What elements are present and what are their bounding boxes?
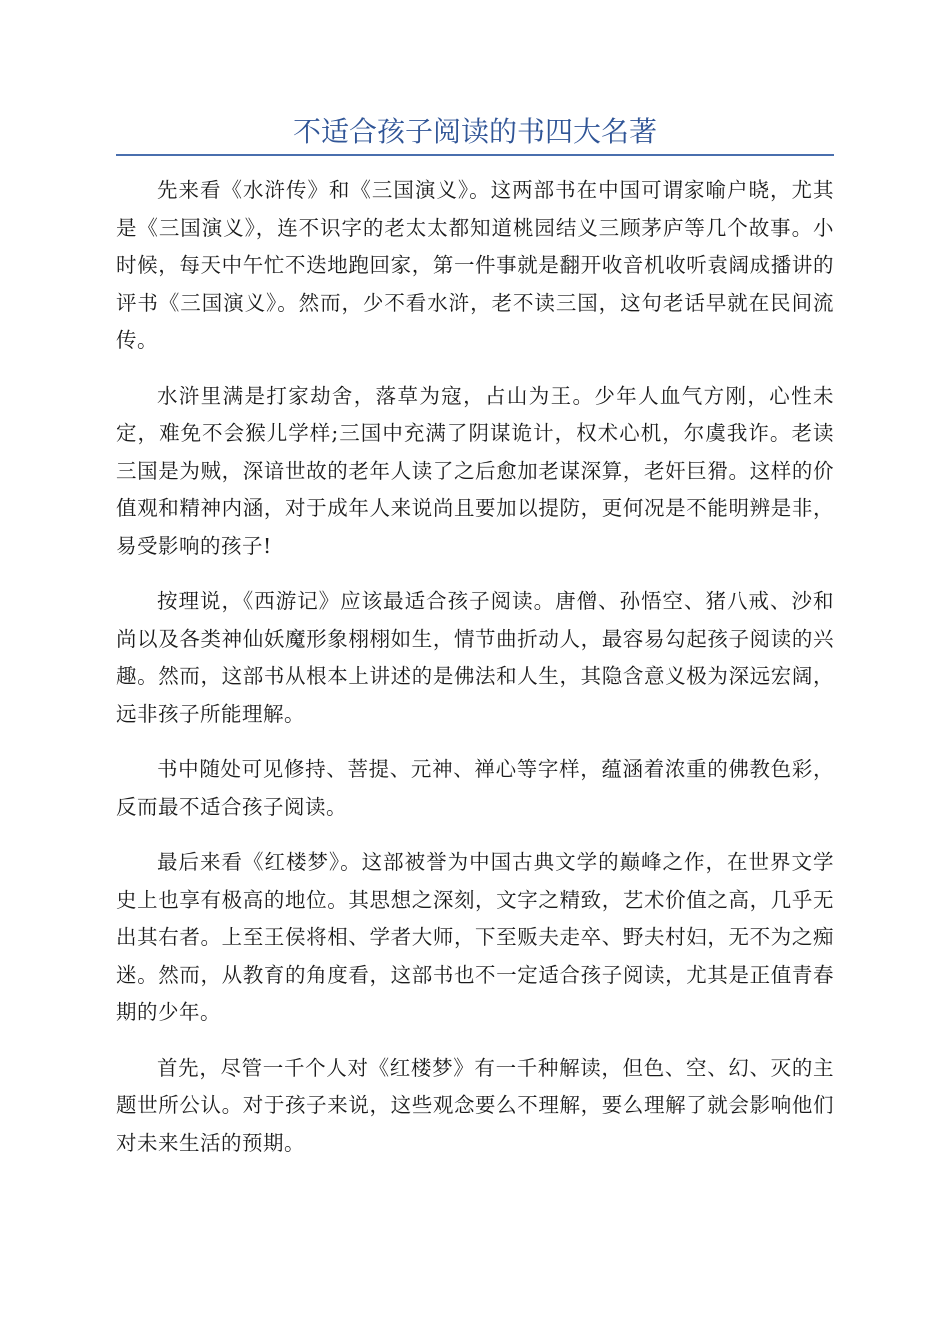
paragraph-6: 首先，尽管一千个人对《红楼梦》有一千种解读，但色、空、幻、灭的主题世所公认。对于孩子来说，这些观念要么不理解，要么理解了就会影响他们对未来生活的预期。 [116,1055,834,1155]
paragraph-4: 书中随处可见修持、菩提、元神、禅心等字样，蕴涵着浓重的佛教色彩，反而最不适合孩子阅读。 [116,757,834,819]
paragraph-1: 先来看《水浒传》和《三国演义》。这两部书在中国可谓家喻户晓，尤其是《三国演义》，连不识字的老太太都知道桃园结义三顾茅庐等几个故事。小时候，每天中午忙不迭地跑回家，第一件事就是翻开收音机收听袁阔成播讲的评书《三国演义》。然而，少不看水浒，老不读三国，这句老话早就在民间流传。 [116,178,834,352]
paragraph-2: 水浒里满是打家劫舍，落草为寇，占山为王。少年人血气方刚，心性未定，难免不会猴儿学样;三国中充满了阴谋诡计，权术心机，尔虞我诈。老读三国是为贼，深谙世故的老年人读了之后愈加老谋深算，老奸巨猾。这样的价值观和精神内涵，对于成年人来说尚且要加以提防，更何况是不能明辨是非，易受影响的孩子! [116,383,834,558]
paragraph-3: 按理说，《西游记》应该最适合孩子阅读。唐僧、孙悟空、猪八戒、沙和尚以及各类神仙妖魔形象栩栩如生，情节曲折动人，最容易勾起孩子阅读的兴趣。然而，这部书从根本上讲述的是佛法和人生，其隐含意义极为深远宏阔，远非孩子所能理解。 [116,589,834,726]
paragraph-5: 最后来看《红楼梦》。这部被誉为中国古典文学的巅峰之作，在世界文学史上也享有极高的地位。其思想之深刻，文字之精致，艺术价值之高，几乎无出其右者。上至王侯将相、学者大师，下至贩夫走卒、野夫村妇，无不为之痴迷。然而，从教育的角度看，这部书也不一定适合孩子阅读，尤其是正值青春期的少年。 [116,850,834,1024]
document-body [116,172,834,1180]
document-title: 不适合孩子阅读的书四大名著 [292,115,657,148]
title-underline [116,154,834,156]
